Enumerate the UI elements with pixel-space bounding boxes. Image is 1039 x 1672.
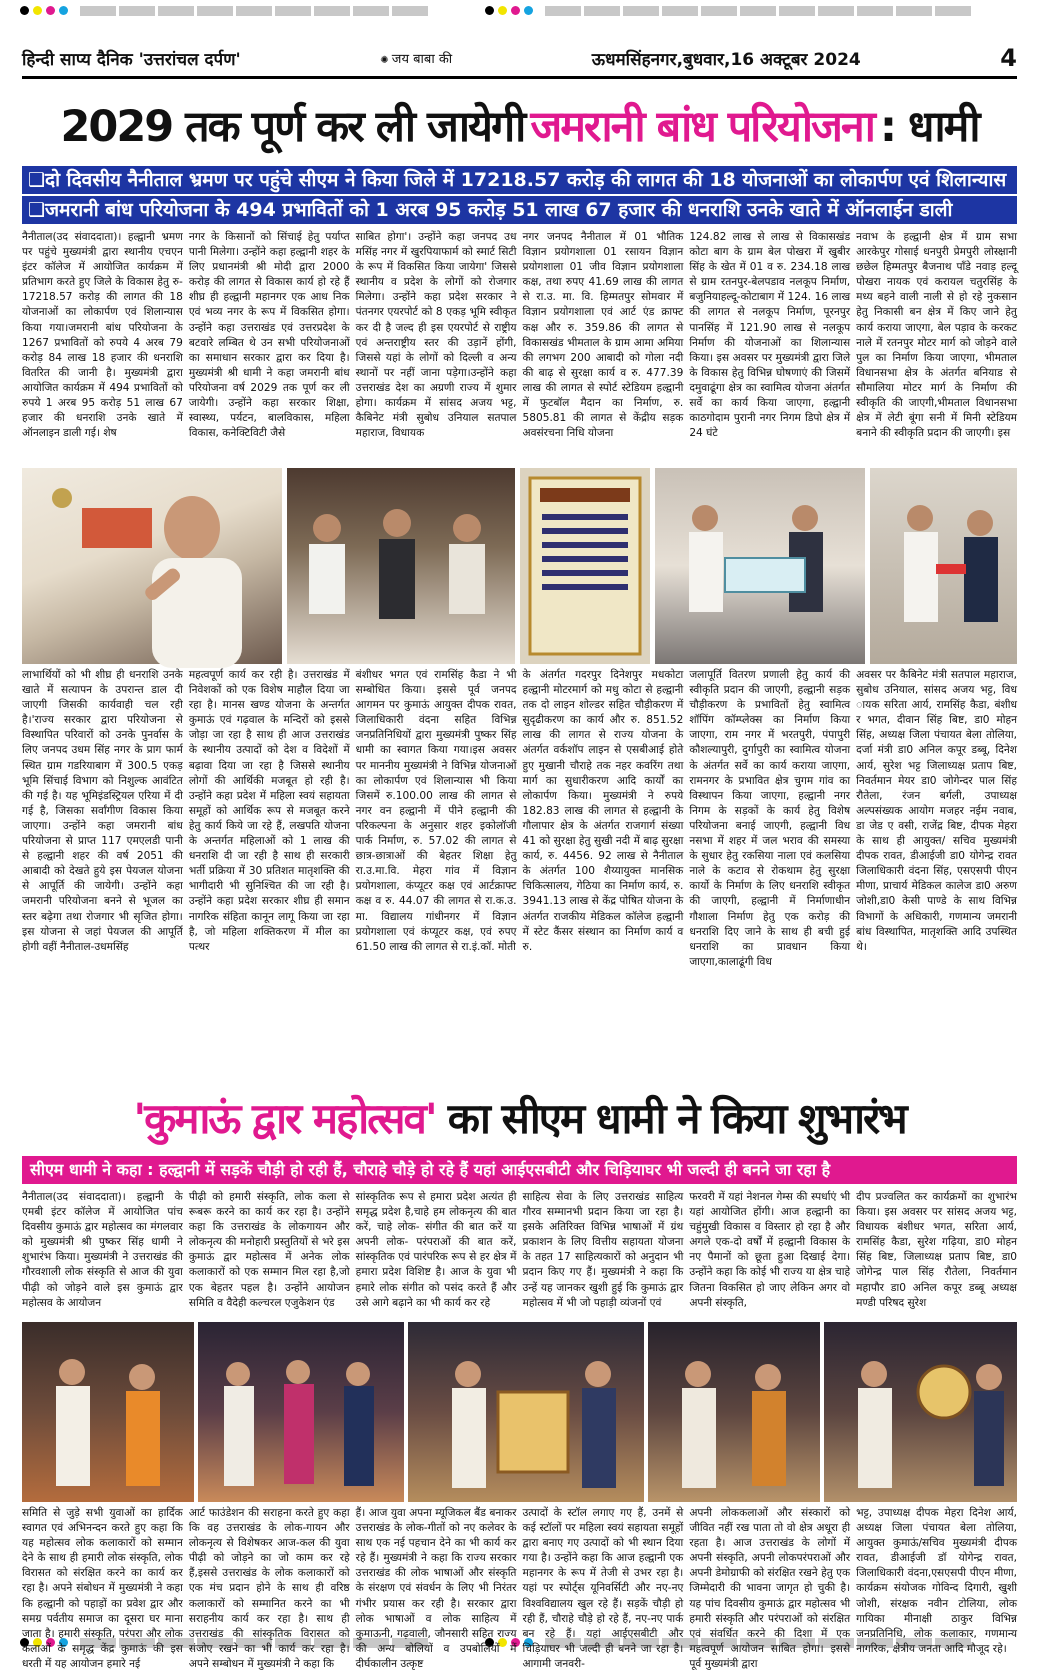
color-bar-top-right	[545, 6, 971, 16]
article-column: लाभार्थियों को भी शीघ्र ही धनराशि उनके खाते में सत्यापन के उपरान्त डाल दी जाएगी जिसकी कार्यवाही चल रही है।'राज्य सरकार द्वारा परियोजना से विस्थापित परिवारों को उनके पुनर्वास के लिए जनपद उधम सिंह नगर के प्राग फार्म स्थित ग्राम गडरियाबाग में 300.5 एकड़ भूमि सिंचाई विभाग को निशुल्क आवंटित की गई है। यह भूमिइंडस्ट्रियल एरिया में दी गई है, जिसका सर्वांगीण विकास किया जाएगा। उन्होंने कहा जमरानी बांध परियोजना से प्राप्त 117 एमएलडी पानी से हल्द्वानी शहर की वर्ष 2051 की आबादी को देखते हुये इस पेयजल योजना से आपूर्ति की जायेगी। उन्होंने कहा जमरानी परियोजना बनने से भूजल का स्तर बढ़ेगा तथा रोजगार भी सृजित होगा। इस योजना से जहां पेयजल की आपूर्ति होगी वहीं नैनीताल-उधमसिंह	[22, 669, 183, 953]
article-column: 124.82 लाख से लाख से विकासखंड कोटा बाग के ग्राम बेल पोखरा में खुबीर सिंह के खेत में 01 व रु. 234.18 लाख से ग्राम रतनपुर-बेलपडाव नलकूप निर्माण, बजुनियाहल्दू-कोटाबाग में 124. 16 लाख की लागत से नलकूप निर्माण, पूरनपुर पानसिंह में 121.90 लाख से नलकूप निर्माण की योजनाओं का शिलान्यास किया। इस अवसर पर मुख्यमंत्री द्वारा जिले के विकास हेतु विभिन्न घोषणाएं की जिसमें दमुवाढूंगा क्षेत्र का स्वामित्व योजना अंतर्गत सर्वे का कार्य किया जाएगा, हल्द्वानी काठगोदाम पुरानी नगर निगम डिपो क्षेत्र में 24 घंटे	[689, 231, 851, 440]
story1-deck-1: ❑दो दिवसीय नैनीताल भ्रमण पर पहुंचे सीएम ने किया जिले में 17218.57 करोड़ की लागत की 18 योजनाओं का लोकार्पण एवं शिलान्यास	[22, 166, 1017, 194]
headline-text: का सीएम धामी ने किया शुभारंभ	[447, 1093, 906, 1143]
article-column: नैनीताल(उद संवाददाता)। हल्द्वानी के एमबी इंटर कॉलेज में आयोजित पांच दिवसीय कुमाऊं द्वार महोत्सव का मंगलवार को मुख्यमंत्री श्री पुष्कर सिंह धामी ने शुभारंभ किया। मुख्यमंत्री ने उत्तराखंड की गौरवशाली लोक संस्कृति से आज की युवा पीढ़ी को जोड़ने वाले इस कुमाऊं द्वार महोत्सव के आयोजन	[22, 1191, 183, 1309]
tagline: ✺ जय बाबा की	[380, 52, 453, 67]
felicitation-icon	[870, 468, 1017, 664]
photo-festival-stage-4	[648, 1322, 820, 1502]
story2-deck: सीएम धामी ने कहा : हल्द्वानी में सड़कें चौड़ी हो रही हैं, चौराहे चौड़े हो रहे हैं यहां आईएसबीटी और चिड़ियाघर भी जल्दी ही बनने जा रहा है	[22, 1156, 1017, 1184]
page-number: 4	[1000, 44, 1017, 72]
story2-top-columns	[22, 1190, 1017, 1318]
article-column: नगर के किसानों को सिंचाई हेतु पर्याप्त पानी मिलेगा। उन्होंने कहा हल्द्वानी शहर के लिए प्रधानमंत्री श्री मोदी द्वारा 2000 करोड़ की लागत से विकास कार्य हो रहे हैं शीघ्र ही हल्द्वानी महानगर एक आध निक एवं भव्य नगर के रूप में विकसित होगा। उन्होंने कहा उत्तराखंड एवं उत्तरप्रदेश के बटवारे लम्बित थे उन सभी परियोजनाओं का समाधान सरकार द्वारा कर दिया है। मुख्यमंत्री श्री धामी ने कहा जमरानी बांध परियोजना वर्ष 2029 तक पूर्ण कर ली जायेगी। उन्होंने कहा सरकार शिक्षा, स्वास्थ्य, पर्यटन, बालविकास, महिला विकास, कनेक्टिविटी जैसे	[188, 231, 350, 440]
article-column: फरवरी में यहां नेशनल गेम्स की स्पर्धाएं भी यहां आयोजित होंगी। आज हल्द्वानी का चहुंमुखी विकास व विस्तार हो रहा है और अगले एक-दो वर्षों में हल्द्वानी विकास के नए पैमानों को छूता हुआ दिखाई देगा। उन्होंने कहा कि कोई भी राज्य या क्षेत्र चाहे जितना विकसित हो जाए लेकिन अगर वो अपनी संस्कृति,	[689, 1191, 851, 1309]
article-column: भट्ट, उपाध्यक्ष दीपक मेहरा दिनेश आर्य, अध्यक्ष जिला पंचायत बेला तोलिया, आयुक्त कुमाऊं/सचिव मुख्यमंत्री दीपक रावत, डीआईजी डॉ योगेन्द्र रावत, जिलाधिकारी वंदना,एसएसपी पीएन मीणा, कार्यक्रम संयोजक गोविन्द दिगारी, खुशी जोशी, संरक्षक नवीन टोलिया, लोक गायिका मीनाक्षी ठाकुर विभिन्न जनप्रतिनिधि, लोक कलाकार, गणमान्य नागरिक, क्षेत्रीय जनता आदि मौजूद रहे।	[856, 1507, 1017, 1655]
story1-bottom-columns	[22, 668, 1017, 1078]
article-column: के अंतर्गत गदरपुर दिनेशपुर मधकोटा हल्द्वानी मोटरमार्ग को मधु कोटा से हल्द्वानी तक दो लाइन शोल्डर सहित चौड़ीकरण में सुदृढीकरण का कार्य और रु. 851.52 लाख की लागत से राज्य योजना के अंतर्गत वर्कशॉप लाइन से एसबीआई होते हुए मुखानी चौराहे तक नहर कवरिंग तथा मार्ग का सुधारीकरण आदि कार्यों का लोकार्पण किया। मुख्यमंत्री ने रुपये 182.83 लाख की लागत से हल्द्वानी के गौलापार क्षेत्र के अंतर्गत राजगार्ग संख्या 41 को सुरक्षा हेतु सुखी नदी में बाढ़ सुरक्षा कार्य, रु. 4456. 92 लाख से नैनीताल के अंतर्गत 100 शैय्यायुक्त मानसिक चिकित्सालय, गेठिया का निर्माण कार्य, रु. 3941.13 लाख से केंद्र पोषित योजना के अंतर्गत राजकीय मेडिकल कॉलेज हल्द्वानी में स्टेट कैंसर संस्थान का निर्माण कार्य व रु.	[522, 669, 684, 953]
cm-addressing-crowd-icon	[22, 468, 282, 664]
om-icon: ✺	[380, 55, 392, 66]
article-column: नवाभ के हल्द्वानी क्षेत्र में ग्राम सभा आरकेपुर गोसाई धनपुरी प्रेमपुरी लोस्क्षानी छछेल हिम्मतपुर बैजनाथ पाँडे नवाड़ हल्दू पोखरा नायक एवं करायल चतुरसिंह के मध्य बहने वाली नाली से हो रहे नुकसान हेतु निकासी बन क्षेत्र में किए जाने हेतु कार्य कराया जाएगा, बेल पड़ाव के करकट नाले में रतनपुर मोटर मार्ग को जोड़ने वाले पुल का निर्माण किया जाएगा, भीमताल विधानसभा क्षेत्र के अंतर्गत बनियाड से सौमालिया मोटर मार्ग के निर्माण की स्वीकृति की जाएगी,भीमताल विधानसभा क्षेत्र में लेटी बूंगा सनी में मिनी स्टेडियम बनाने की स्वीकृति प्रदान की जाएगी। इस	[856, 231, 1017, 440]
festival-stage-icon	[22, 1322, 194, 1502]
color-bar-top-left	[80, 6, 428, 16]
festival-stage-icon	[408, 1322, 644, 1502]
photo-festival-stage-5	[824, 1322, 1017, 1502]
festival-stage-icon	[824, 1322, 1017, 1502]
article-column: साबित होगा'। उन्होंने कहा जनपद उध मसिंह नगर में खुरपियाफार्म को स्मार्ट सिटी के रूप में विकसित किया जायेगा' जिससे स्थानीय व प्रदेश के लोगों को रोजगार मिलेगा। उन्होंने कहा प्रदेश सरकार ने पंतनगर एयरपोर्ट को 8 एकड़ भूमि स्वीकृत कर दी है जल्द ही इस एयरपोर्ट से राष्ट्रीय एवं अन्तराष्ट्रीय स्तर की उड़ानें होंगी, जिससे यहां के लोगों को दिल्ली व अन्य स्थानों पर नहीं जाना पड़ेगा।उन्होंने कहा उत्तराखंड देश का अग्रणी राज्य में शुमार होगा। कार्यक्रम में सांसद अजय भट्ट, कैबिनेट मंत्री सुबोध उनियाल सतपाल महाराज, विधायक	[355, 231, 517, 440]
photo-festival-stage-2	[198, 1322, 404, 1502]
article-column: दीप प्रज्वलित कर कार्यक्रमों का शुभारंभ किया। इस अवसर पर सांसद अजय भट्ट, विधायक बंशीधर भगत, सरिता आर्य, रामसिंह कैडा, सुरेश गढ़िया, डा0 मोहन सिंह बिष्ट, जिलाध्यक्ष प्रताप बिष्ट, डा0 जोगेन्द्र पाल सिंह रौतेला, निवर्तमान महापौर डा0 अनिल कपूर डब्बू अध्यक्ष मण्डी परिषद सुरेश	[856, 1191, 1017, 1309]
article-column: अपनी लोककलाओं और संस्कारों को जीवित नहीं रख पाता तो वो क्षेत्र अधूरा ही रहता है। आज उत्तराखंड के लोगों में अपनी संस्कृति, अपनी लोकपरंपराओं और अपनी डेमोग्राफी को संरक्षित रखने हेतु एक जिम्मेदारी की भावना जागृत हो चुकी है। यह पांच दिवसीय कुमाऊं द्वार महोत्सव भी हमारी संस्कृति और परंपराओं को संरक्षित एवं संवर्धित करने की दिशा में एक महत्वपूर्ण आयोजन साबित होगा। इससे पूर्व मुख्यमंत्री द्वारा	[689, 1507, 851, 1670]
festival-stage-icon	[648, 1322, 820, 1502]
article-column: महत्वपूर्ण कार्य कर रही है। उत्तराखंड में निवेशकों को एक विशेष माहौल दिया जा रहा है। मानस खण्ड योजना के अन्तर्गत कुमाऊं एवं गढ़वाल के मन्दिरों को इससे जोड़ा जा रहा है साथ ही आज उत्तराखंड के स्थानीय उत्पादों को देश व विदेशों में बढ़ावा दिया जा रहा है जिससे स्थानीय लोगों की आर्थिकी मजबूत हो रही है। उन्होंने कहा प्रदेश में महिला स्वयं सहायता समूहों को आर्थिक रूप से मजबूत करने हेतु कार्य किये जा रहे हैं, लखपति योजना के अन्तर्गत महिलाओं को 1 लाख की धनराशि दी जा रही है साथ ही सरकारी भर्ती प्रक्रिया में 30 प्रतिशत मातृशक्ति की भागीदारी भी सुनिश्चित की जा रही है। उन्होंने कहा प्रदेश सरकार शीघ्र ही समान नागरिक संहिता कानून लागू किया जा रहा है, जो महिला शक्तिकरण में मील का पत्थर	[188, 669, 350, 953]
cheque-distribution-icon	[655, 468, 865, 664]
article-column: नैनीताल(उद संवाददाता)। हल्द्वानी भ्रमण पर पहुंचे मुख्यमंत्री द्वारा स्थानीय एचएन इंटर कॉलेज में आयोजित कार्यक्रम में प्रतिभाग करते हुए जिले के विकास हेतु रु- 17218.57 करोड़ की लागत की 18 योजनाओं का लोकार्पण एवं शिलान्यास किया गया।जमरानी बांध परियोजना के 1267 प्रभावितों को रुपये 4 अरब 79 करोड़ 84 लाख 18 हजार की धनराशि वितरित की जानी है। मुख्यमंत्री द्वारा आयोजित कार्यक्रम में 494 प्रभावितों को रुपये 1 अरब 95 करोड़ 51 लाख 67 हजार की धनराशि उनके खाते में ऑनलाइन डाली गई। शेष	[22, 231, 183, 440]
article-column: आर्ट फाउंडेशन की सराहना करते हुए कहा कि वह उत्तराखंड के लोक-गायन और लोकनृत्य से विशेषकर आज-कल की युवा पीढ़ी को जोड़ने का जो काम कर रहे हैं,इससे उत्तराखंड के लोक कलाकारों को एक मंच प्रदान होने के साथ ही वरिष्ठ कलाकारों को सम्मानित करने का भी सराहनीय कार्य कर रहा है। साथ ही उत्तराखंड की सांस्कृतिक विरासत को संजोए रखने का भी कार्य कर रहा है। अपने सम्बोधन में मुख्यमंत्री ने कहा कि	[188, 1507, 350, 1670]
photo-festival-stage-1	[22, 1322, 194, 1502]
photo-foundation-stone	[520, 468, 650, 664]
story2-bottom-columns	[22, 1506, 1017, 1670]
article-column: साहित्य सेवा के लिए उत्तराखंड साहित्य गौरव सम्मानभी प्रदान किया जा रहा है। इसके अतिरिक्त विभिन्न भाषाओं में ग्रंथ प्रकाशन के लिए वित्तीय सहायता योजना के तहत 17 साहित्यकारों को अनुदान भी प्रदान किए गए हैं। मुख्यमंत्री ने कहा कि उन्हें यह जानकर खुशी हुई कि कुमाऊं द्वार महोत्सव में भी जो पहाड़ी व्यंजनों एवं	[522, 1191, 684, 1309]
article-column: जलापूर्ति वितरण प्रणाली हेतु कार्य की स्वीकृति प्रदान की जाएगी, हल्द्वानी सड़क चौड़ीकरण के प्रभावितों हेतु स्वामित्व शॉपिंग कॉम्प्लेक्स का निर्माण किया जाएगा, राम नगर में भरतपुरी, पंपापुरी कौशल्यापुरी, दुर्गापुरी का स्वामित्व योजना के अंतर्गत सर्वे का कार्य कराया जाएगा, रामनगर के प्रभावित क्षेत्र चुगम गांव का विस्थापन किया जाएगा, हल्द्वानी नगर निगम के सड़कों के कार्य हेतु विशेष परियोजना बनाई जाएगी, हल्द्वानी विध नसभा में शहर में जल भराव की समस्या के सुधार हेतु रकसिया नाला एवं कलसिया नाले के कटाव से रोकथाम हेतु सुरक्षा कार्यो के निर्माण के लिए धनराशि स्वीकृत की जाएगी, हल्द्वानी में निर्माणाधीन गौशाला निर्माण हेतु एक करोड़ की धनराशि दिए जाने के साथ ही बची हुई धनराशि का प्रावधान किया जाएगा,कालाढूंगी विध	[689, 669, 851, 968]
registration-marks-top-center	[485, 6, 533, 15]
headline-highlight: 'कुमाऊं द्वार महोत्सव'	[133, 1093, 436, 1143]
photo-cheque-handover	[655, 468, 865, 664]
photo-festival-stage-3	[408, 1322, 644, 1502]
article-column: बंशीधर भगत एवं रामसिंह कैडा ने भी सम्बोधित किया। इससे पूर्व जनपद आगमन पर कुमाऊं आयुक्त दीपक रावत, जिलाधिकारी वंदना सहित विभिन्न जनप्रतिनिधियों द्वारा मुख्यमंत्री पुष्कर सिंह धामी का स्वागत किया गया।इस अवसर पर माननीय मुख्यमंत्री ने विभिन्न योजनाओं का लोकार्पण एवं शिलान्यास भी किया जिसमें रु.100.00 लाख की लागत से नगर वन हल्द्वानी में पीने हल्द्वानी की परिकल्पना के अनुसार शहर इकोलॉजी पार्क निर्माण, रु. 57.02 की लागत से छात्र-छात्राओं की बेहतर शिक्षा हेतु रा.उ.मा.वि. मेहरा गांव में विज्ञान प्रयोगशाला, कंप्यूटर कक्ष एवं आर्टक्राफ्ट कक्ष व रु. 44.07 की लागत से रा.क.उ. मा. विद्यालय गांधीनगर में विज्ञान प्रयोगशाला एवं कंप्यूटर कक्ष, एवं रुपए 61.50 लाख की लागत से रा.इं.कॉ. मोती	[355, 669, 517, 953]
article-column: अवसर पर कैबिनेट मंत्री सतपाल महाराज, सुबोध उनियाल, सांसद अजय भट्ट, विध ायक सरिता आर्य, रामसिंह कैडा, बंशीध र भगत, दीवान सिंह बिष्ट, डा0 मोहन सिंह, अध्यक्ष जिला पंचायत बेला तोलिया, दर्जा मंत्री डा0 अनिल कपूर डब्बू, दिनेश आर्य, सुरेश भट्ट जिलाध्यक्ष प्रताप बिष्ट, निवर्तमान मेयर डा0 जोगेन्दर पाल सिंह रौतेला, रंजन बर्गली, उपाध्यक्ष अल्पसंख्यक आयोग मजहर नईम नवाब, डा जेड ए वसी, राजेंद्र बिष्ट, दीपक मेहरा के साथ ही आयुक्त/ सचिव मुख्यमंत्री दीपक रावत, डीआईजी डा0 योगेन्द्र रावत जिलाधिकारी वंदना सिंह, एसएसपी पीएन मीणा, प्राचार्य मेडिकल कालेज डा0 अरुण जोशी,डा0 केसी पाण्डे के साथ विभिन्न विभागों के अधिकारी, गणमान्य जमरानी बांध विस्थापित, मातृशक्ति आदि उपस्थित थे।	[856, 669, 1017, 953]
story1-headline	[22, 88, 1017, 160]
story2-headline	[22, 1085, 1017, 1149]
registration-marks-top-left	[20, 6, 68, 15]
seated-dignitaries-icon	[287, 468, 515, 664]
photo-dignitaries-stage	[287, 468, 515, 664]
story1-deck-2: ❑जमरानी बांध परियोजना के 494 प्रभावितों को 1 अरब 95 करोड़ 51 लाख 67 हजार की धनराशि उनके खाते में ऑनलाईन डाली	[22, 196, 1017, 224]
dateline: ऊधमसिंहनगर,बुधवार,16 अक्टूबर 2024	[591, 49, 861, 70]
article-column: पीढ़ी को हमारी संस्कृति, लोक कला से रूबरू करने का कार्य कर रहा है। उन्होंने कहा कि उत्तराखंड के लोकगायन और लोकनृत्य की मनोहारी प्रस्तुतियों से भरे इस कुमाऊं द्वार महोत्सव में अनेक लोक कलाकारों को एक सम्मान मिल रहा है,जो एक बेहतर पहल है। उन्होंने आयोजन समिति व वैदेही कल्चरल एजुकेशन एंड	[188, 1191, 350, 1309]
paper-name: हिन्दी साप्य दैनिक 'उत्तरांचल दर्पण'	[22, 49, 241, 70]
article-column: नगर जनपद नैनीताल में 01 भौतिक विज्ञान प्रयोगशाला 01 रसायन विज्ञान प्रयोगशाला 01 जीव विज्ञान प्रयोगशाला कक्ष, तथा रुपए 41.69 लाख की लागत से रा.उ. मा. वि. हिम्मतपुर सोमवार में विज्ञान प्रयोगशाला एवं आर्ट एंड क्राफ्ट कक्ष और रु. 359.86 की लागत से विकासखंड भीमताल के ग्राम आमा अमिया की लगभग 200 आबादी को गोला नदी की बाढ़ से सुरक्षा कार्य व रु. 477.39 लाख की लागत से स्पोर्ट स्टेडियम हल्द्वानी में फुटबॉल मैदान का निर्माण, रु. 5805.81 की लागत से केंद्रीय सड़क अवसंरचना निधि योजना	[522, 231, 684, 440]
foundation-plaque-icon	[520, 468, 650, 664]
photo-cm-speech	[22, 468, 282, 664]
article-column: समिति से जुड़े सभी युवाओं का हार्दिक स्वागत एवं अभिनन्दन करते हुए कहा कि यह महोत्सव लोक कलाकारों को सम्मान देने के साथ ही हमारी लोक संस्कृति, लोक विरासत को संरक्षित करने का कार्य कर रहा है। अपने संबोधन में मुख्यमंत्री ने कहा कि हल्द्वानी को पहाड़ों का प्रवेश द्वार और समग्र पर्वतीय समाज का दूसरा घर माना जाता है। हमारी संस्कृति, परंपरा और लोक कलाओं के समृद्ध केंद्र कुमाऊं की इस धरती में यह आयोजन हमारे नई	[22, 1507, 183, 1670]
article-column: हैं। आज युवा अपना म्यूजिकल बैंड बनाकर उत्तराखंड के लोक-गीतों को नए कलेवर के साथ एक नई पहचान देने का भी कार्य कर रहे हैं। मुख्यमंत्री ने कहा कि राज्य सरकार उत्तराखंड की लोक भाषाओं और संस्कृति के संरक्षण एवं संवर्धन के लिए भी निरंतर गंभीर प्रयास कर रही है। सरकार द्वारा लोक भाषाओं व लोक साहित्य में कुमाऊनी, गढ़वाली, जौनसारी सहित राज्य की अन्य बोलियों व उपबोलियों में दीर्घकालीन उत्कृष्ट	[355, 1507, 517, 1670]
headline-highlight: जमरानी बांध परियोजना	[530, 101, 874, 152]
article-column: सांस्कृतिक रूप से हमारा प्रदेश अत्यंत ही समृद्ध प्रदेश है,चाहे हम लोकनृत्य की बात करें, चाहे लोक- संगीत की बात करें या अपनी लोक- परंपराओं की बात करें, सांस्कृतिक एवं पारंपरिक रूप से हर क्षेत्र में हमारा प्रदेश विशिष्ट है। आज के युवा भी हमारे लोक संगीत को पसंद करते हैं और उसे आगे बढ़ाने का भी कार्य कर रहे	[355, 1191, 517, 1309]
article-column: उत्पादों के स्टॉल लगाए गए हैं, उनमें से कई स्टॉलों पर महिला स्वयं सहायता समूहों द्वारा बनाए गए उत्पादों को भी स्थान दिया गया है। उन्होंने कहा कि आज हल्द्वानी एक महानगर के रूप में तेजी से उभर रहा है। यहां पर स्पोर्ट्स यूनिवर्सिटी और नए-नए विश्वविद्यालय खुल रहे हैं। सड़कें चौड़ी हो रही हैं, चौराहे चौड़े हो रहे हैं, नए-नए पार्क बन रहे हैं। यहां आईएसबीटी और चिड़ियाघर भी जल्दी ही बनने जा रहा है। आगामी जनवरी-	[522, 1507, 684, 1670]
festival-stage-icon	[198, 1322, 404, 1502]
headline-text: 2029 तक पूर्ण कर ली जायेगी	[60, 101, 525, 152]
story1-top-columns	[22, 230, 1017, 464]
photo-felicitation	[870, 468, 1017, 664]
masthead	[22, 40, 1017, 79]
headline-text-end: : धामी	[879, 101, 979, 152]
